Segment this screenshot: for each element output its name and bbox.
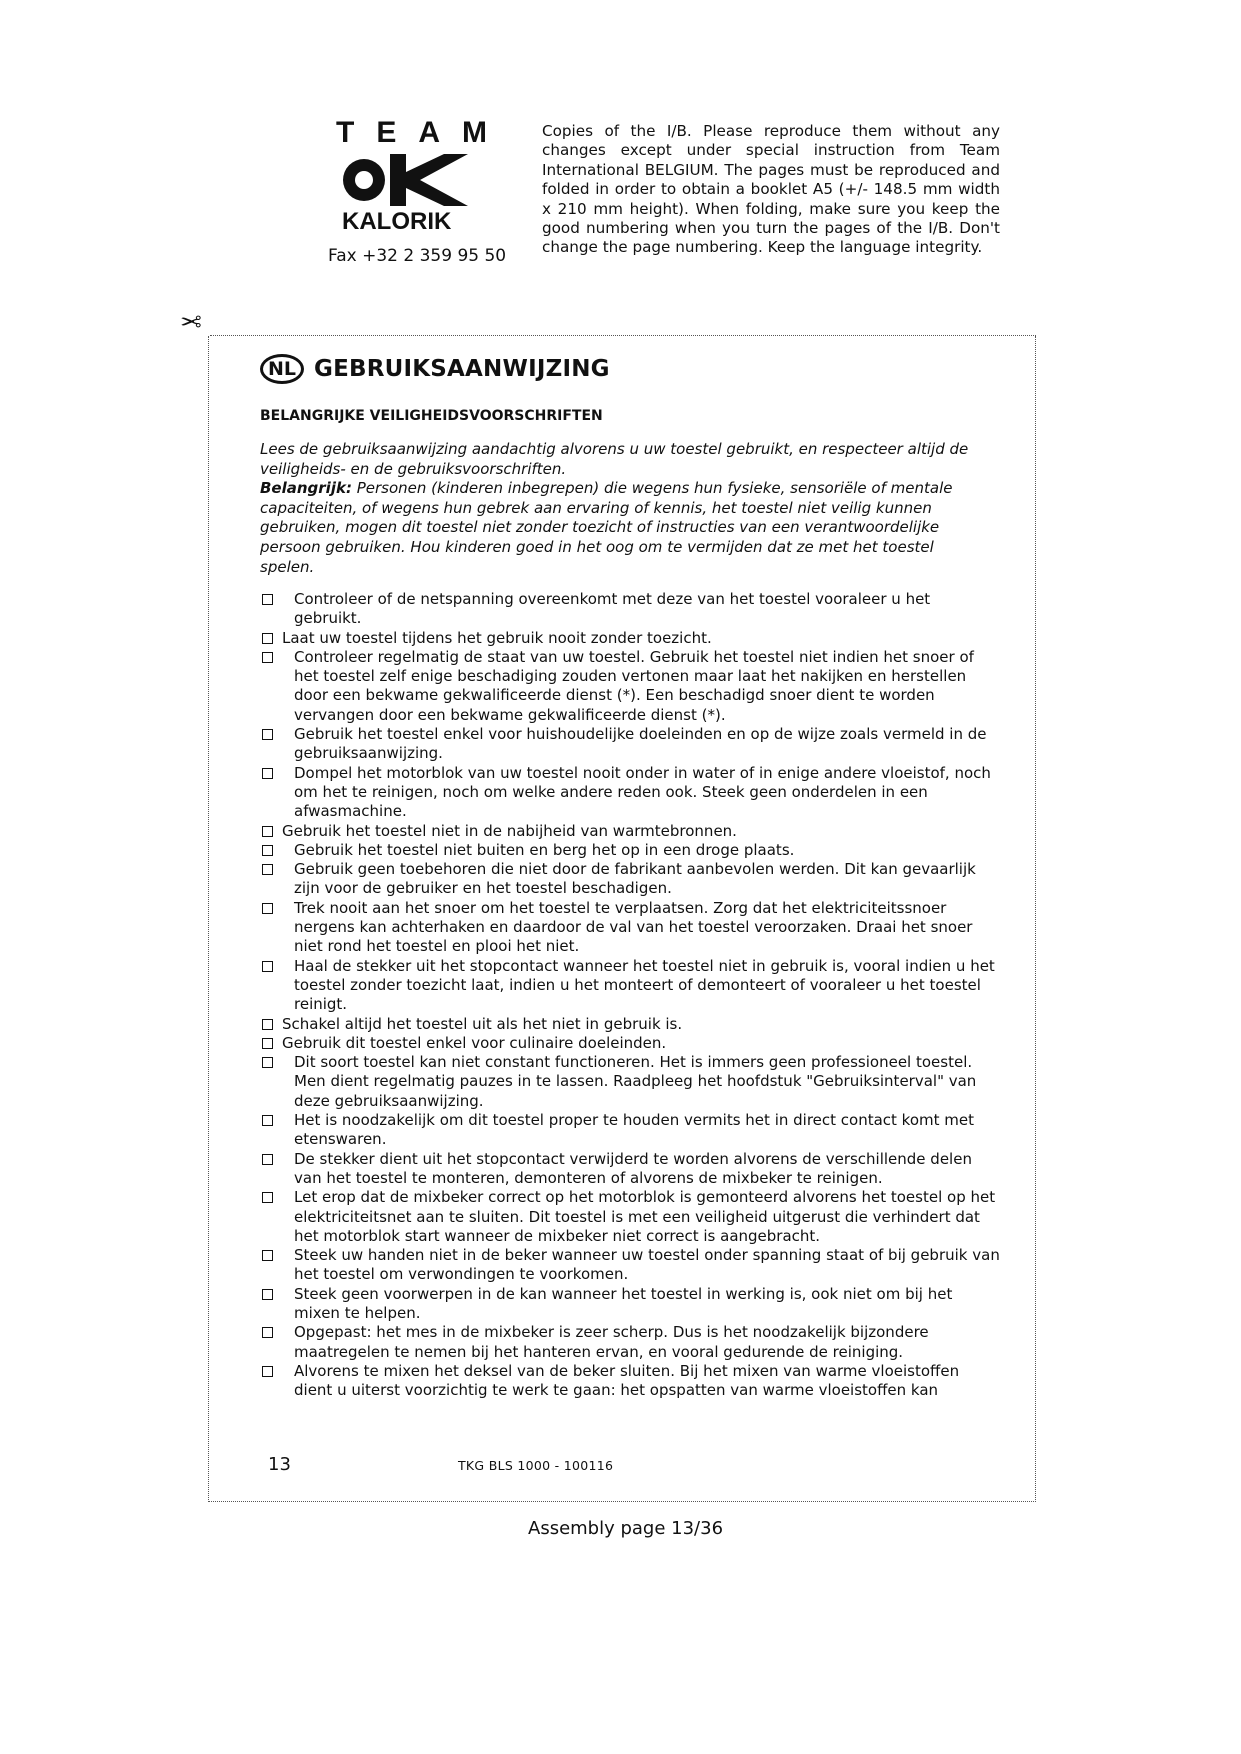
checkbox-icon [262, 1115, 273, 1126]
checkbox-icon [262, 1019, 273, 1030]
intro-text: Lees de gebruiksaanwijzing aandachtig alvorens u uw toestel gebruikt, en respecteer altijd de veiligheids- en de gebruiksvoorschriften. [260, 440, 969, 478]
checkbox-icon [262, 864, 273, 875]
checkbox-icon [262, 633, 273, 644]
checkbox-icon [262, 845, 273, 856]
checkbox-icon [262, 1154, 273, 1165]
checkbox-icon [262, 652, 273, 663]
checkbox-icon [262, 768, 273, 779]
manual-title: GEBRUIKSAANWIJZING [314, 356, 610, 382]
important-text: Personen (kinderen inbegrepen) die wegens hun fysieke, sensoriële of mentale capaciteiten, of wegens hun gebrek aan ervaring of kennis, het toestel niet veilig kunnen gebruiken, mogen dit toestel niet zonder toezicht of instructies van een verantwoordelijke persoon gebruiken. Hou kinderen goed in het oog om te vermijden dat ze met het toestel spelen. [260, 479, 953, 576]
scissors-icon: ✂ [180, 305, 202, 335]
checkbox-icon [262, 729, 273, 740]
checkbox-icon [262, 1366, 273, 1377]
logo-team-text: TEAM [336, 116, 509, 149]
list-item: Gebruik het toestel enkel voor huishoudelijke doeleinden en op de wijze zoals vermeld in de gebruiksaanwijzing. [260, 725, 1000, 764]
list-item: Het is noodzakelijk om dit toestel proper te houden vermits het in direct contact komt met etenswaren. [260, 1111, 1000, 1150]
list-item: Schakel altijd het toestel uit als het niet in gebruik is. [260, 1015, 1000, 1034]
page-number: 13 [268, 1454, 291, 1475]
intro-paragraph [260, 440, 982, 577]
list-item: Steek uw handen niet in de beker wanneer uw toestel onder spanning staat of bij gebruik van het toestel om verwondingen te voorkomen. [260, 1246, 1000, 1285]
document-code: TKG BLS 1000 - 100116 [458, 1458, 614, 1473]
list-item: Alvorens te mixen het deksel van de beker sluiten. Bij het mixen van warme vloeistoffen dient u uiterst voorzichtig te werk te gaan: het opspatten van warme vloeistoffen kan [260, 1362, 1000, 1401]
section-heading: BELANGRIJKE VEILIGHEIDSVOORSCHRIFTEN [260, 408, 603, 424]
important-label: Belangrijk: [260, 479, 352, 498]
language-badge: NL [260, 354, 304, 384]
list-item: Dit soort toestel kan niet constant functioneren. Het is immers geen professioneel toestel. Men dient regelmatig pauzes in te lassen. Raadpleeg het hoofdstuk "Gebruiksinterval" van deze gebruiksaanwijzing. [260, 1053, 1000, 1111]
print-instructions: Copies of the I/B. Please reproduce them without any changes except under special instruction from Team International BELGIUM. The pages must be reproduced and folded in order to obtain a booklet A5 (+/- 148.5 mm width x 210 mm height). When folding, make sure you keep the good numbering when you turn the pages of the I/B. Don't change the page numbering. Keep the language integrity. [542, 122, 1000, 257]
checkbox-icon [262, 826, 273, 837]
logo-brand-text: KALORIK [342, 208, 452, 235]
checkbox-icon [262, 1038, 273, 1049]
checkbox-icon [262, 1327, 273, 1338]
team-kalorik-logo [330, 116, 509, 236]
list-item: Controleer regelmatig de staat van uw toestel. Gebruik het toestel niet indien het snoer of het toestel zelf enige beschadiging zouden vertonen maar laat het nakijken en herstellen door een bekwame gekwalificeerde dienst (*). Een beschadigd snoer dient te worden vervangen door een bekwame gekwalificeerde dienst (*). [260, 648, 1000, 725]
checkbox-icon [262, 903, 273, 914]
list-item: Let erop dat de mixbeker correct op het motorblok is gemonteerd alvorens het toestel op het elektriciteitsnet aan te sluiten. Dit toestel is met een veiligheid uitgerust die verhindert dat het motorblok start wanneer de mixbeker niet correct is aangebracht. [260, 1188, 1000, 1246]
list-item: Gebruik geen toebehoren die niet door de fabrikant aanbevolen werden. Dit kan gevaarlijk zijn voor de gebruiker en het toestel beschadigen. [260, 860, 1000, 899]
list-item: Controleer of de netspanning overeenkomt met deze van het toestel vooraleer u het gebruikt. [260, 590, 1000, 629]
list-item: Laat uw toestel tijdens het gebruik nooit zonder toezicht. [260, 629, 1000, 648]
list-item: Dompel het motorblok van uw toestel nooit onder in water of in enige andere vloeistof, noch om het te reinigen, noch om welke andere reden ook. Steek geen onderdelen in een afwasmachine. [260, 764, 1000, 822]
assembly-page-label: Assembly page 13/36 [528, 1518, 724, 1539]
fax-number: Fax +32 2 359 95 50 [328, 246, 507, 266]
list-item: Steek geen voorwerpen in de kan wanneer het toestel in werking is, ook niet om bij het mixen te helpen. [260, 1285, 1000, 1324]
safety-list [260, 590, 1000, 1400]
checkbox-icon [262, 1250, 273, 1261]
list-item: De stekker dient uit het stopcontact verwijderd te worden alvorens de verschillende delen van het toestel te monteren, demonteren of alvorens de mixbeker te reinigen. [260, 1150, 1000, 1189]
list-item: Haal de stekker uit het stopcontact wanneer het toestel niet in gebruik is, vooral indien u het toestel zonder toezicht laat, indien u het monteert of demonteert of vooraleer u het toestel reinigt. [260, 957, 1000, 1015]
manual-header [260, 354, 610, 384]
list-item: Gebruik het toestel niet buiten en berg het op in een droge plaats. [260, 841, 1000, 860]
checkbox-icon [262, 1192, 273, 1203]
kalorik-k-logo-icon [340, 154, 468, 206]
list-item: Trek nooit aan het snoer om het toestel te verplaatsen. Zorg dat het elektriciteitssnoer nergens kan achterhaken en daardoor de val van het toestel veroorzaken. Draai het snoer niet rond het toestel en plooi het niet. [260, 899, 1000, 957]
list-item: Gebruik het toestel niet in de nabijheid van warmtebronnen. [260, 822, 1000, 841]
list-item: Opgepast: het mes in de mixbeker is zeer scherp. Dus is het noodzakelijk bijzondere maatregelen te nemen bij het hanteren ervan, en vooral gedurende de reiniging. [260, 1323, 1000, 1362]
list-item: Gebruik dit toestel enkel voor culinaire doeleinden. [260, 1034, 1000, 1053]
checkbox-icon [262, 1289, 273, 1300]
checkbox-icon [262, 1057, 273, 1068]
checkbox-icon [262, 594, 273, 605]
checkbox-icon [262, 961, 273, 972]
